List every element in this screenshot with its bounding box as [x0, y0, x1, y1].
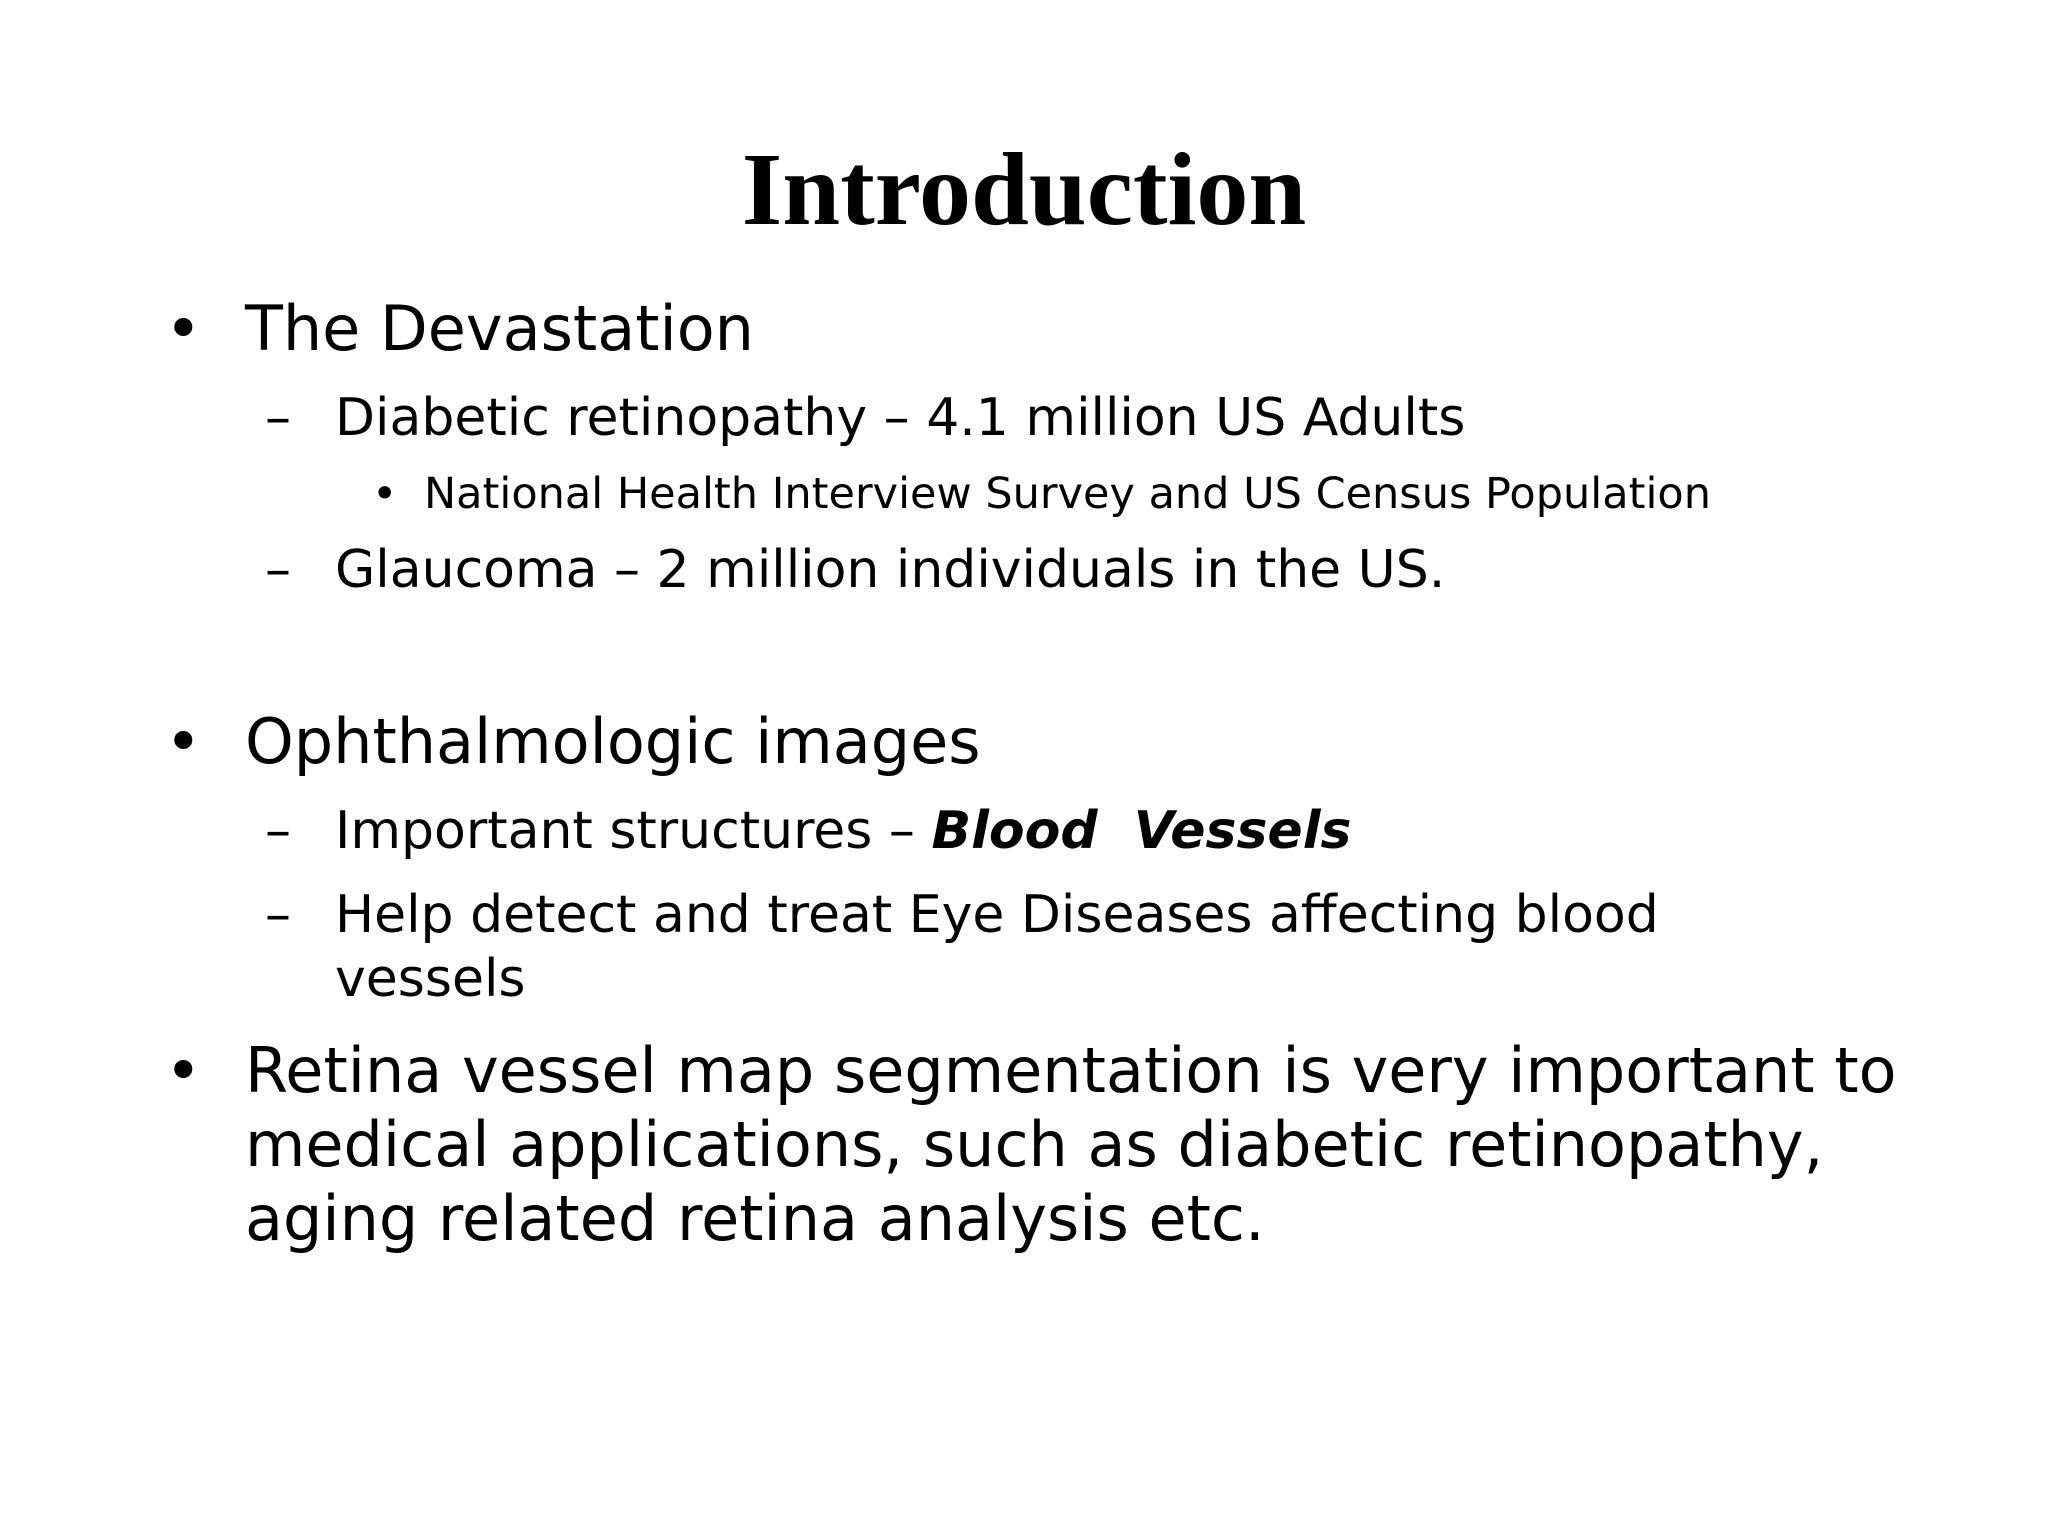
bullet-item — [165, 292, 1865, 366]
dash-marker: – — [265, 801, 291, 861]
blood-vessels-emphasis: Blood Vessels — [931, 801, 1352, 861]
sub-bullet-item — [265, 538, 1865, 602]
bullet-item — [165, 705, 1865, 779]
sub-bullet-item — [265, 883, 1745, 1011]
dash-marker: – — [265, 388, 291, 448]
dash-marker: – — [265, 885, 291, 945]
sub-bullet-item — [265, 799, 1865, 863]
slide-title: Introduction — [741, 132, 1307, 247]
sub-bullet-text: Help detect and treat Eye Diseases affecting blood vessels — [335, 885, 1659, 1009]
bullet-marker: • — [165, 1034, 202, 1107]
sub-sub-bullet-item — [372, 468, 1872, 520]
bullet-text: Ophthalmologic images — [245, 705, 981, 778]
sub-bullet-text-prefix: Important structures – — [335, 801, 932, 861]
sub-bullet-text: Glaucoma – 2 million individuals in the US. — [335, 540, 1446, 600]
sub-bullet-text — [335, 799, 1865, 863]
sub-sub-bullet-text: National Health Interview Survey and US Census Population — [424, 469, 1711, 519]
bullet-text: Retina vessel map segmentation is very important to medical applications, such as diabetic retinopathy, aging related retina analysis etc. — [245, 1034, 1897, 1255]
bullet-text: The Devastation — [245, 292, 754, 365]
bullet-marker: • — [165, 705, 202, 778]
dash-marker: – — [265, 540, 291, 600]
bullet-item — [165, 1034, 1955, 1256]
bullet-marker: • — [165, 292, 202, 365]
sub-bullet-text: Diabetic retinopathy – 4.1 million US Adults — [335, 388, 1466, 448]
sub-bullet-item — [265, 386, 1865, 450]
bullet-marker: • — [372, 469, 398, 519]
